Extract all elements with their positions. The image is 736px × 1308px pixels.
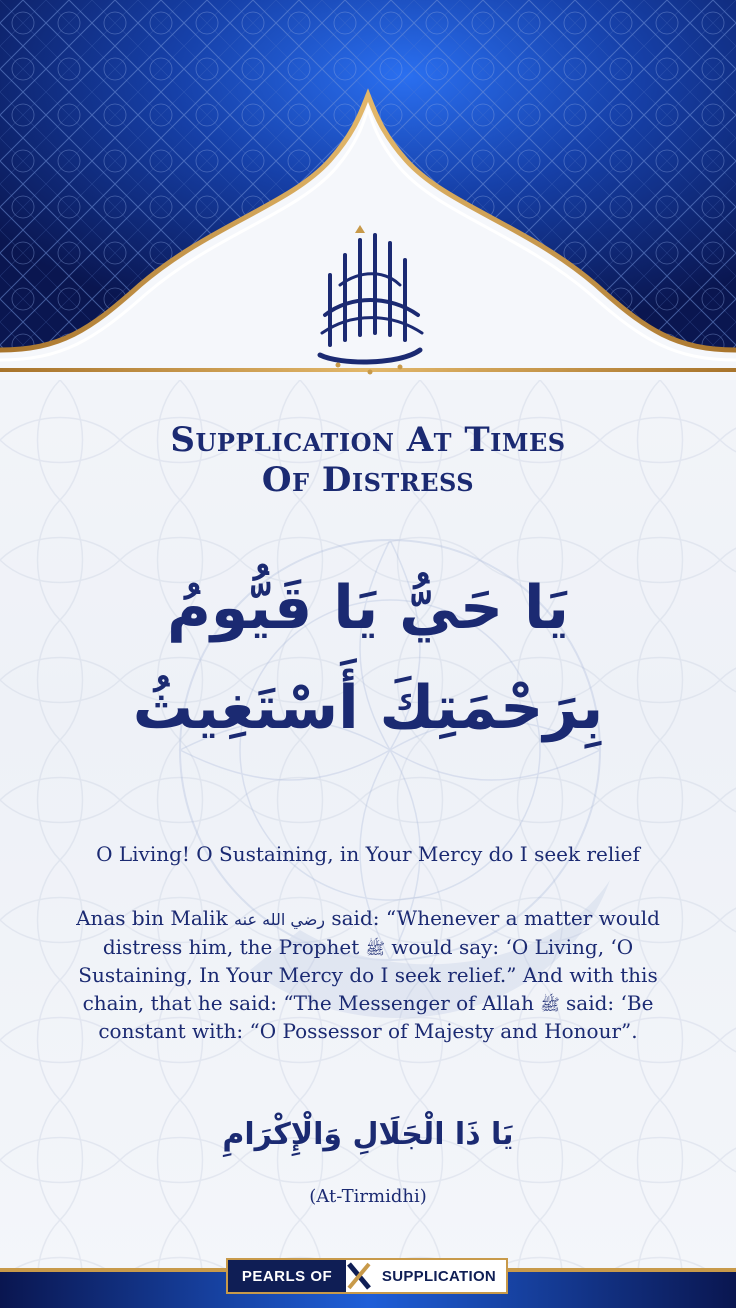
brand-logo: [226, 1258, 508, 1294]
title-line-2: Of Distress: [261, 460, 475, 500]
dua-arabic-line-2: بِرَحْمَتِكَ أَسْتَغِيثُ: [132, 673, 604, 743]
closing-dua-arabic: يَا ذَا الْجَلَالِ وَالْإِكْرَامِ: [222, 1117, 514, 1152]
hadith-text: [60, 905, 676, 1046]
title-line-1: Supplication At Times: [170, 420, 566, 460]
dua-arabic: [40, 558, 696, 758]
hadith-part-1: Anas bin Malik: [76, 906, 235, 930]
hadith-part-4: said: ‘Be constant with: “O Possessor of Majesty and Honour”.: [98, 990, 654, 1043]
bismillah-calligraphy-icon: [300, 215, 440, 380]
x-mark-icon: [346, 1260, 372, 1292]
brand-text-left: PEARLS OF: [228, 1260, 346, 1292]
dua-arabic-line-1: يَا حَيُّ يَا قَيُّومُ: [166, 573, 570, 643]
prophet-honorific: ﷺ: [540, 994, 560, 1014]
page-title: [0, 420, 736, 500]
brand-text-right: SUPPLICATION: [372, 1260, 506, 1292]
companion-honorific: رضي الله عنه: [234, 910, 326, 929]
dua-translation: O Living! O Sustaining, in Your Mercy do I seek relief: [96, 842, 640, 866]
prophet-honorific: ﷺ: [365, 938, 385, 958]
hadith-part-2: said: “Whenever a matter would distress him, the Prophet: [102, 906, 660, 959]
hadith-source: (At-Tirmidhi): [309, 1186, 427, 1207]
hadith-part-3: would say: ‘O Living, ‘O Sustaining, In Your Mercy do I seek relief.” And with this chain, that he said: “The Messenger of Allah: [78, 934, 658, 1015]
